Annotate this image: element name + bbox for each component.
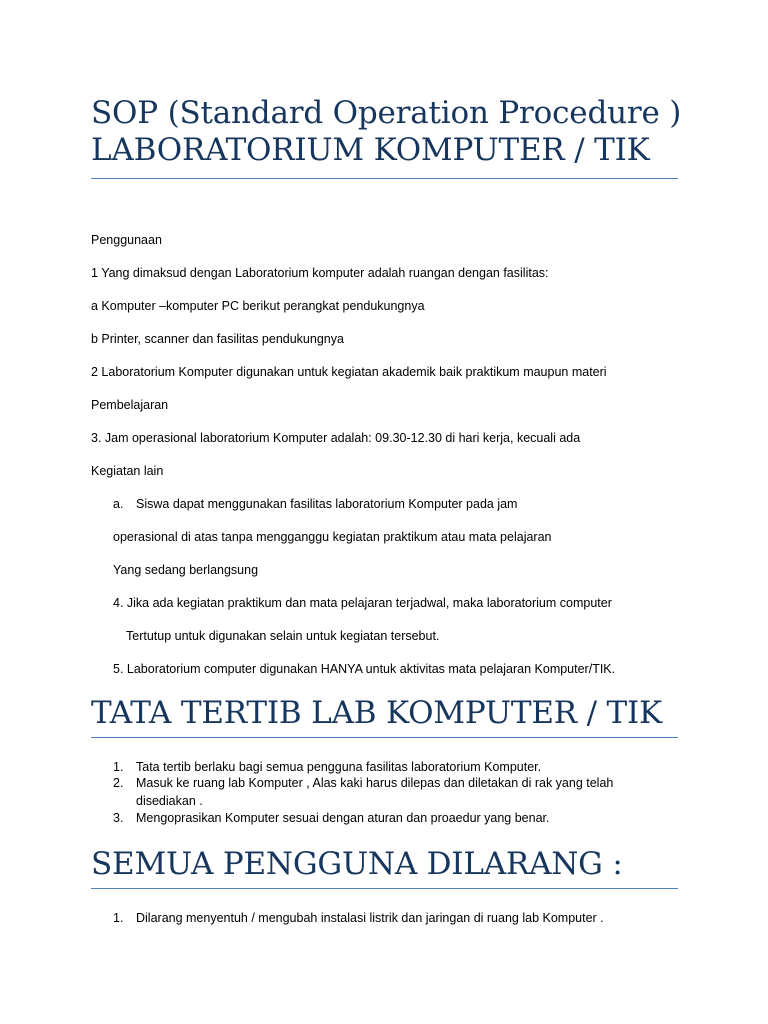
list-item: Mengoprasikan Komputer sesuai dengan aturan dan proaedur yang benar. <box>136 811 550 825</box>
paragraph-item-1a: a Komputer –komputer PC berikut perangkat pendukungnya <box>91 299 425 313</box>
dilarang-underline <box>91 888 678 889</box>
list-item-number: 1. <box>113 760 124 774</box>
list-item-number: 2. <box>113 776 124 790</box>
paragraph-item-5: 5. Laboratorium computer digunakan HANYA untuk aktivitas mata pelajaran Komputer/TIK. <box>113 662 616 676</box>
paragraph-item-2-line-2: Pembelajaran <box>91 398 169 412</box>
paragraph-item-4-line-2: Tertutup untuk digunakan selain untuk kegiatan tersebut. <box>126 629 440 643</box>
sub-item-a-line-3: Yang sedang berlangsung <box>113 563 259 577</box>
list-item: Dilarang menyentuh / mengubah instalasi listrik dan jaringan di ruang lab Komputer . <box>136 911 604 925</box>
sub-item-a-line-2: operasional di atas tanpa mengganggu kegiatan praktikum atau mata pelajaran <box>113 530 552 544</box>
section-heading-tata-tertib: TATA TERTIB LAB KOMPUTER / TIK <box>91 695 662 731</box>
list-item: Tata tertib berlaku bagi semua pengguna fasilitas laboratorium Komputer. <box>136 760 542 774</box>
title-underline <box>91 178 678 179</box>
tata-tertib-underline <box>91 737 678 738</box>
list-item-continuation: disediakan . <box>136 794 203 808</box>
section-label-penggunaan: Penggunaan <box>91 233 162 247</box>
list-item: Masuk ke ruang lab Komputer , Alas kaki harus dilepas dan diletakan di rak yang telah <box>136 776 614 790</box>
paragraph-item-1: 1 Yang dimaksud dengan Laboratorium komputer adalah ruangan dengan fasilitas: <box>91 266 549 280</box>
paragraph-item-4-line-1: 4. Jika ada kegiatan praktikum dan mata pelajaran terjadwal, maka laboratorium computer <box>113 596 612 610</box>
paragraph-item-2-line-1: 2 Laboratorium Komputer digunakan untuk kegiatan akademik baik praktikum maupun materi <box>91 365 607 379</box>
section-heading-dilarang: SEMUA PENGGUNA DILARANG : <box>91 846 623 882</box>
paragraph-item-1b: b Printer, scanner dan fasilitas pendukungnya <box>91 332 344 346</box>
sub-item-a-marker: a. <box>113 497 124 511</box>
paragraph-item-3-line-1: 3. Jam operasional laboratorium Komputer adalah: 09.30-12.30 di hari kerja, kecuali ada <box>91 431 581 445</box>
list-item-number: 1. <box>113 911 124 925</box>
document-title <box>91 95 681 169</box>
sub-item-a-line-1: Siswa dapat menggunakan fasilitas laboratorium Komputer pada jam <box>136 497 518 511</box>
document-title-line-2: LABORATORIUM KOMPUTER / TIK <box>91 132 650 168</box>
list-item-number: 3. <box>113 811 124 825</box>
document-title-line-1: SOP (Standard Operation Procedure ) <box>91 95 682 131</box>
paragraph-item-3-line-2: Kegiatan lain <box>91 464 164 478</box>
